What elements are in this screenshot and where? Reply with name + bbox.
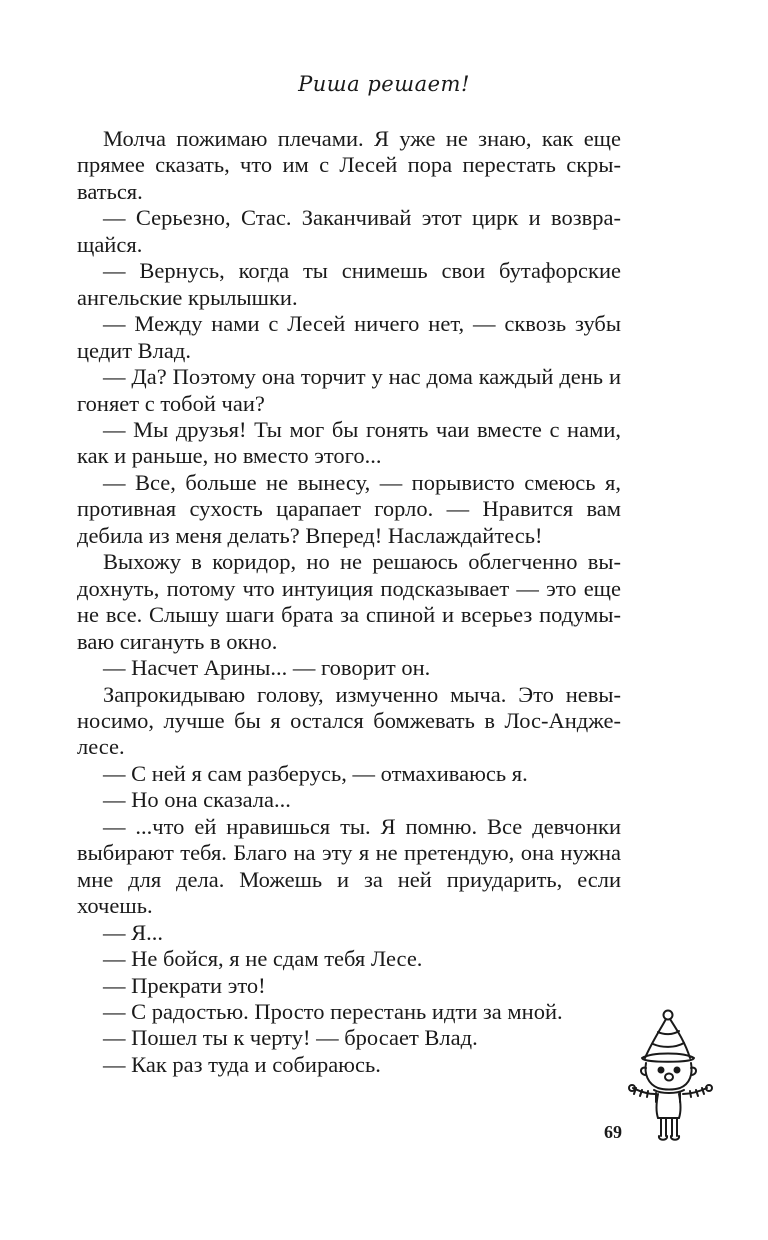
paragraph: — Но она сказала... bbox=[103, 787, 291, 813]
paragraph: — Между нами с Лесей ничего нет, — сквозь зубы цедит Влад. bbox=[77, 311, 621, 363]
paragraph: Выхожу в коридор, но не решаюсь облегченно выдохнуть, потому что интуиция подсказывает — это еще не все. Слышу шаги брата за спиной и всерьез подумываю сигануть в окно. bbox=[77, 549, 621, 654]
paragraph: Молча пожимаю плечами. Я уже не знаю, как еще прямее сказать, что им с Лесей пора перестать скрываться. bbox=[77, 126, 621, 204]
paragraph: — Серьезно, Стас. Заканчивай этот цирк и возвращайся. bbox=[77, 205, 621, 257]
paragraph: Запрокидываю голову, измученно мыча. Это невыносимо, лучше бы я остался бомжевать в Лос-Анджелесе. bbox=[77, 681, 621, 760]
paragraph: — С ней я сам разберусь, — отмахиваюсь я. bbox=[103, 760, 528, 786]
paragraph: — С радостью. Просто перестань идти за мной. bbox=[103, 998, 563, 1024]
paragraph: — Прекрати это! bbox=[103, 972, 266, 998]
paragraph: — Не бойся, я не сдам тебя Лесе. bbox=[103, 946, 423, 972]
paragraph: — ...что ей нравишься ты. Я помню. Все девчонки выбирают тебя. Благо на эту я не претендую, она нужна мне для дела. Можешь и за ней приударить, если хочешь. bbox=[77, 813, 621, 919]
paragraph: — Как раз туда и собираюсь. bbox=[103, 1051, 381, 1077]
paragraph: — Все, больше не вынесу, — порывисто смеюсь я, противная сухость царапает горло. — Нравится вам дебила из меня делать? Вперед! Наслаждайтесь! bbox=[77, 469, 621, 548]
paragraph: — Вернусь, когда ты снимешь свои бутафорские ангельские крылышки. bbox=[77, 258, 621, 310]
paragraph: — Насчет Арины... — говорит он. bbox=[103, 655, 431, 681]
body-text bbox=[77, 126, 621, 1078]
paragraph: — Да? Поэтому она торчит у нас дома каждый день и гоняет с тобой чаи? bbox=[77, 364, 621, 416]
running-head-title: Риша решает! bbox=[298, 72, 470, 96]
paragraph: — Мы друзья! Ты мог бы гонять чаи вместе с нами, как и раньше, но вместо этого... bbox=[77, 416, 621, 469]
page-number: 69 bbox=[604, 1122, 622, 1142]
paragraph: — Я... bbox=[103, 919, 164, 945]
gnome-icon bbox=[628, 1008, 714, 1144]
paragraph: — Пошел ты к черту! — бросает Влад. bbox=[103, 1025, 478, 1051]
